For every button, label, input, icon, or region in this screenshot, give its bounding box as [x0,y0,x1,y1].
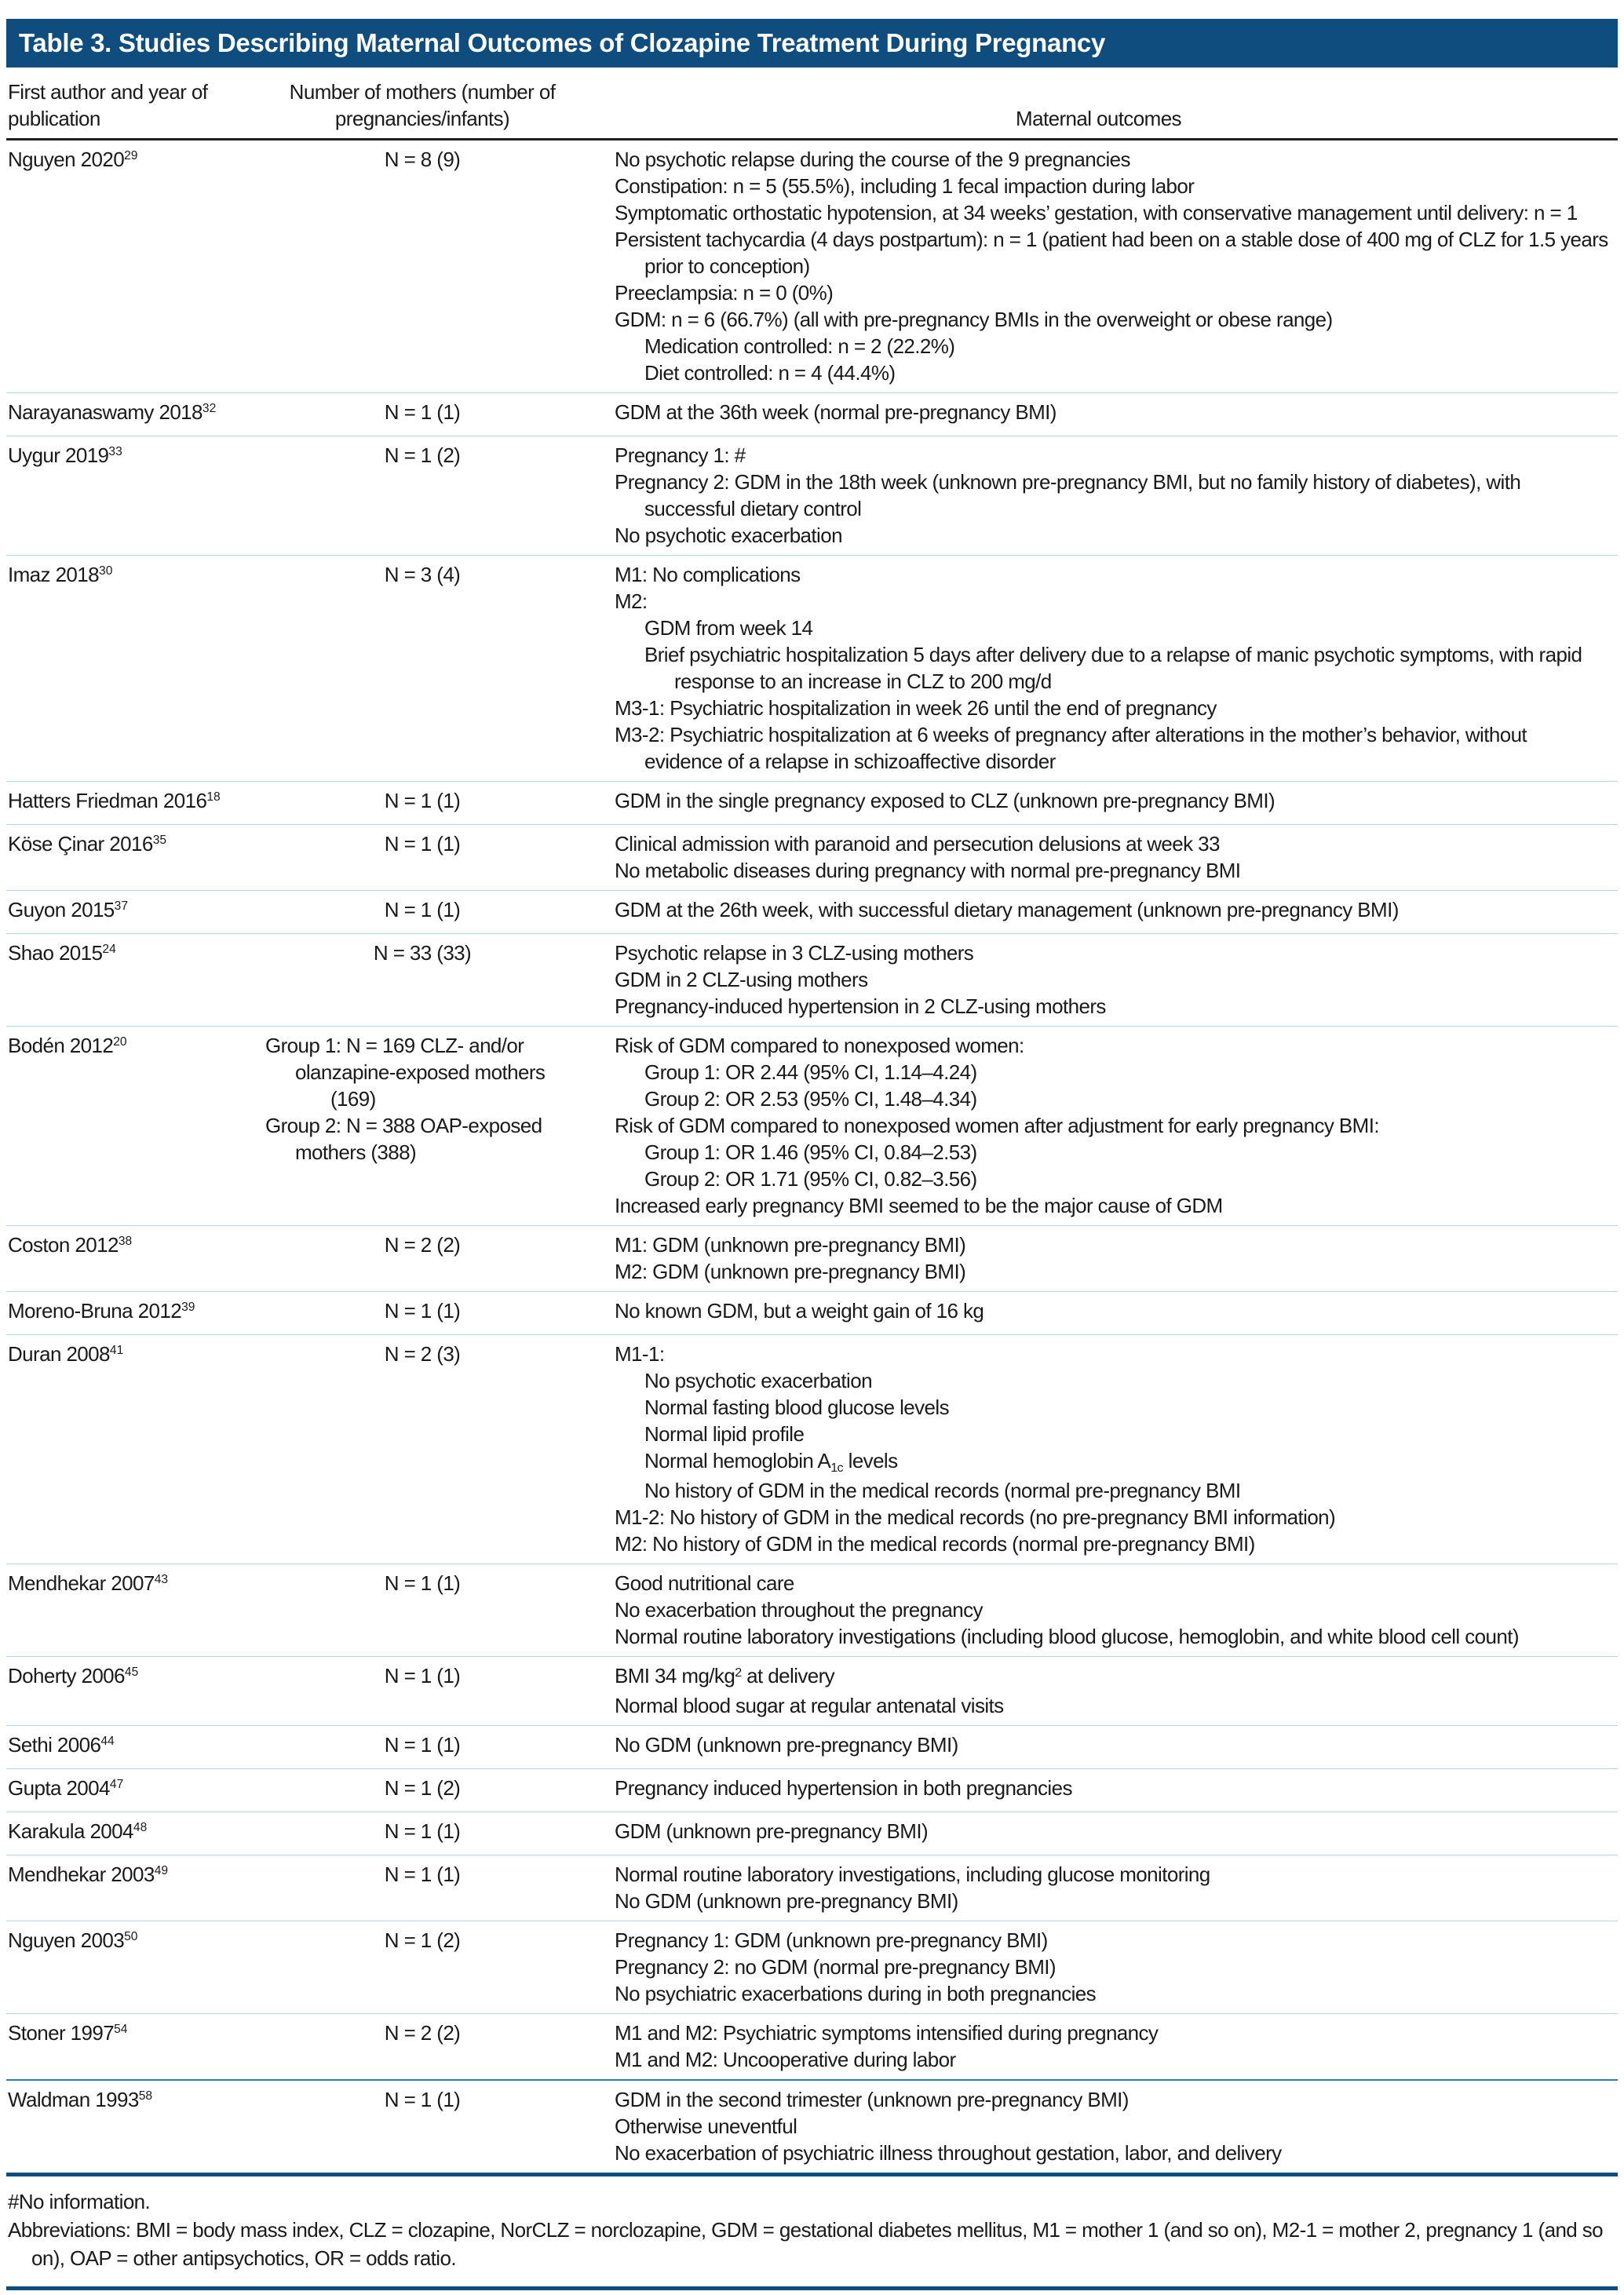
table-row [6,1855,1618,1921]
outcome-line: Group 1: OR 2.44 (95% CI, 1.14–4.24) [644,1060,977,1084]
author-cell [6,1775,265,1805]
mothers-line: N = 1 (2) [384,443,461,467]
outcome-line: Group 2: OR 1.71 (95% CI, 0.82–3.56) [644,1167,977,1191]
outcomes-cell [579,787,1618,818]
table-row [6,781,1618,824]
mothers-line: Group 2: N = 388 OAP-exposed [265,1114,542,1137]
outcome-line: GDM from week 14 [644,616,813,640]
outcomes-cell [579,896,1618,927]
footnotes [6,2173,1618,2290]
outcome-line: No psychiatric exacerbations during in both pregnancies [615,1982,1097,2005]
footnote-abbreviations: Abbreviations: BMI = body mass index, CLZ = clozapine, NorCLZ = norclozapine, GDM = gestational diabetes mellitus, M1 = mother 1 (and so on), M2-1 = mother 2, pregnancy 1 (and so on), OAP = other antipsychotics, OR = odds ratio. [8,2218,1604,2270]
mothers-line: N = 1 (1) [384,898,461,921]
outcomes-cell [579,1818,1618,1848]
outcomes-cell [579,1341,1618,1557]
table-row [6,824,1618,890]
author-name: Moreno-Bruna 2012 [8,1299,182,1323]
reference-number: 48 [133,1821,148,1835]
outcome-line: evidence of a relapse in schizoaffective disorder [644,750,1056,773]
table-row [6,392,1618,436]
reference-number: 18 [206,790,221,805]
outcomes-cell [579,1231,1618,1285]
outcome-line: Pregnancy 2: no GDM (normal pre-pregnancy BMI) [615,1955,1056,1979]
outcome-line: No psychotic exacerbation [615,524,842,547]
outcome-line: GDM in the second trimester (unknown pre-pregnancy BMI) [615,2088,1129,2111]
reference-number: 54 [114,2023,128,2037]
outcome-line: Psychotic relapse in 3 CLZ-using mothers [615,941,974,965]
column-header-outcomes: Maternal outcomes [1016,107,1181,130]
reference-number: 38 [118,1235,133,1249]
outcome-line: M1-2: No history of GDM in the medical records (no pre-pregnancy BMI information) [615,1505,1336,1529]
outcomes-cell [579,2020,1618,2073]
outcome-line: Increased early pregnancy BMI seemed to be the major cause of GDM [615,1194,1223,1217]
reference-number: 20 [113,1035,127,1049]
author-cell [6,1818,265,1848]
outcomes-cell [579,2086,1618,2166]
author-name: Coston 2012 [8,1233,119,1257]
outcomes-cell [579,1662,1618,1719]
table-row [6,1768,1618,1812]
mothers-cell [265,1297,579,1328]
mothers-line: N = 1 (1) [384,832,461,856]
mothers-line: N = 1 (2) [384,1928,461,1952]
author-cell [6,1231,265,1285]
author-name: Narayanaswamy 2018 [8,400,203,424]
mothers-cell [265,442,579,549]
author-cell [6,561,265,775]
outcome-line: Pregnancy 2: GDM in the 18th week (unknown pre-pregnancy BMI, but no family history of diabetes), with [615,470,1521,494]
outcome-line: No psychotic exacerbation [644,1369,872,1392]
outcome-line: Risk of GDM compared to nonexposed women: [615,1034,1024,1057]
table-row [6,890,1618,933]
outcome-line: M1 and M2: Psychiatric symptoms intensified during pregnancy [615,2021,1159,2045]
author-name: Stoner 1997 [8,2021,115,2045]
author-name: Shao 2015 [8,941,103,965]
author-name: Doherty 2006 [8,1664,125,1688]
outcome-line: Diet controlled: n = 4 (44.4%) [644,361,896,385]
table-body [6,140,1618,2173]
table [6,68,1618,2290]
outcomes-cell [579,1731,1618,1762]
author-name: Imaz 2018 [8,563,100,586]
table-row [6,1812,1618,1855]
mothers-cell [265,1775,579,1805]
table-row [6,933,1618,1026]
mothers-cell [265,1032,579,1219]
outcome-line: No GDM (unknown pre-pregnancy BMI) [615,1733,958,1757]
reference-number: 45 [124,1666,139,1680]
author-cell [6,2020,265,2073]
author-cell [6,2086,265,2166]
outcome-line: Normal routine laboratory investigations, including glucose monitoring [615,1863,1210,1886]
mothers-line: N = 3 (4) [384,563,461,586]
reference-number: 39 [181,1301,195,1315]
outcome-line: Preeclampsia: n = 0 (0%) [615,281,834,305]
outcome-line: GDM at the 36th week (normal pre-pregnancy BMI) [615,400,1057,424]
outcome-line: No metabolic diseases during pregnancy with normal pre-pregnancy BMI [615,859,1241,882]
mothers-line: N = 2 (2) [384,1233,461,1257]
author-name: Nguyen 2003 [8,1928,125,1952]
outcome-line: No known GDM, but a weight gain of 16 kg [615,1299,984,1323]
mothers-line: N = 1 (1) [384,1571,461,1595]
mothers-cell [265,1570,579,1650]
outcomes-cell [579,1775,1618,1805]
outcome-line: Good nutritional care [615,1571,794,1595]
outcome-line: GDM in 2 CLZ-using mothers [615,968,868,991]
outcome-line: Group 2: OR 2.53 (95% CI, 1.48–4.34) [644,1087,977,1111]
table-row [6,1656,1618,1725]
outcome-line: No GDM (unknown pre-pregnancy BMI) [615,1889,958,1913]
table-row [6,1563,1618,1656]
mothers-line: Group 1: N = 169 CLZ- and/or [265,1034,524,1057]
outcome-line: M2: No history of GDM in the medical records (normal pre-pregnancy BMI) [615,1532,1255,1556]
mothers-line: N = 1 (1) [384,400,461,424]
table-row [6,1334,1618,1563]
mothers-cell [265,896,579,927]
outcome-line: M3-1: Psychiatric hospitalization in week 26 until the end of pregnancy [615,696,1217,720]
author-cell [6,146,265,386]
outcomes-cell [579,940,1618,1020]
outcome-line: M2: GDM (unknown pre-pregnancy BMI) [615,1260,966,1283]
outcome-line: GDM at the 26th week, with successful dietary management (unknown pre-pregnancy BMI) [615,898,1399,921]
mothers-cell [265,830,579,884]
author-cell [6,830,265,884]
author-cell [6,1731,265,1762]
author-name: Guyon 2015 [8,898,115,921]
mothers-cell [265,399,579,429]
mothers-cell [265,2086,579,2166]
mothers-cell [265,1818,579,1848]
outcome-line: Group 1: OR 1.46 (95% CI, 0.84–2.53) [644,1140,977,1164]
mothers-line: N = 2 (2) [384,2021,461,2045]
outcomes-cell [579,399,1618,429]
reference-number: 33 [108,445,122,459]
reference-number: 32 [202,402,217,416]
outcomes-cell [579,1032,1618,1219]
reference-number: 47 [109,1778,124,1792]
mothers-line: N = 33 (33) [373,941,472,965]
author-name: Gupta 2004 [8,1776,110,1800]
author-name: Köse Çinar 2016 [8,832,153,856]
author-cell [6,1032,265,1219]
mothers-cell [265,940,579,1020]
reference-number: 58 [138,2089,153,2103]
column-header-row [6,68,1618,140]
outcome-line: Normal routine laboratory investigations (including blood glucose, hemoglobin, and white blood cell count) [615,1625,1519,1648]
author-cell [6,399,265,429]
author-cell [6,1341,265,1557]
outcome-line: Persistent tachycardia (4 days postpartum): n = 1 (patient had been on a stable dose of 400 mg of CLZ for 1.5 years [615,228,1608,251]
outcomes-cell [579,561,1618,775]
outcome-line: M3-2: Psychiatric hospitalization at 6 weeks of pregnancy after alterations in the mother’s behavior, without [615,723,1527,746]
outcome-line: Brief psychiatric hospitalization 5 days after delivery due to a relapse of manic psychotic symptoms, with rapid [644,643,1582,666]
outcome-line: Otherwise uneventful [615,2114,797,2138]
reference-number: 37 [114,899,129,914]
outcomes-cell [579,146,1618,386]
table-row [6,1291,1618,1334]
table-row [6,1225,1618,1291]
author-name: Mendhekar 2007 [8,1571,155,1595]
outcome-line: Medication controlled: n = 2 (22.2%) [644,334,955,358]
mothers-line: mothers (388) [295,1140,417,1164]
outcome-line: Risk of GDM compared to nonexposed women after adjustment for early pregnancy BMI: [615,1114,1379,1137]
outcome-line: No history of GDM in the medical records (normal pre-pregnancy BMI [644,1479,1241,1502]
reference-number: 49 [154,1864,169,1878]
table-row [6,1026,1618,1225]
author-cell [6,787,265,818]
outcome-line: Pregnancy 1: GDM (unknown pre-pregnancy BMI) [615,1928,1048,1952]
outcome-line: response to an increase in CLZ to 200 mg/d [674,670,1052,693]
mothers-cell [265,1231,579,1285]
outcomes-cell [579,1297,1618,1328]
outcome-line: M1: GDM (unknown pre-pregnancy BMI) [615,1233,966,1257]
author-cell [6,896,265,927]
reference-number: 30 [99,564,113,578]
reference-number: 44 [100,1735,115,1749]
author-cell [6,1297,265,1328]
author-name: Uygur 2019 [8,443,109,467]
mothers-cell [265,1662,579,1719]
outcome-line: Normal hemoglobin A1c levels [644,1449,898,1475]
mothers-cell [265,1861,579,1914]
author-cell [6,1861,265,1914]
mothers-cell [265,1731,579,1762]
outcome-line: No psychotic relapse during the course of the 9 pregnancies [615,148,1130,171]
outcome-line: Pregnancy induced hypertension in both pregnancies [615,1776,1072,1800]
mothers-cell [265,787,579,818]
outcome-line: Normal lipid profile [644,1422,805,1446]
outcome-line: BMI 34 $mg/kg^2$ at delivery [615,1664,835,1688]
outcome-line: prior to conception) [644,254,810,278]
reference-number: 43 [154,1573,169,1587]
outcome-line: Clinical admission with paranoid and persecution delusions at week 33 [615,832,1220,856]
table-row [6,2013,1618,2079]
author-cell [6,1927,265,2007]
table-row [6,1921,1618,2013]
outcome-line: No exacerbation of psychiatric illness throughout gestation, labor, and delivery [615,2141,1282,2165]
outcome-line: No exacerbation throughout the pregnancy [615,1598,983,1622]
outcome-line: M2: [615,589,648,613]
author-name: Mendhekar 2003 [8,1863,155,1886]
mothers-cell [265,1341,579,1557]
mothers-line: olanzapine-exposed mothers (169) [295,1060,546,1111]
mothers-cell [265,1927,579,2007]
author-name: Bodén 2012 [8,1034,114,1057]
mothers-line: N = 1 (1) [384,1664,461,1688]
outcome-line: GDM: n = 6 (66.7%) (all with pre-pregnancy BMIs in the overweight or obese range) [615,308,1333,331]
author-name: Sethi 2006 [8,1733,101,1757]
author-cell [6,940,265,1020]
mothers-cell [265,2020,579,2073]
outcome-line: GDM in the single pregnancy exposed to CLZ (unknown pre-pregnancy BMI) [615,789,1275,812]
author-name: Hatters Friedman 2016 [8,789,207,812]
outcomes-cell [579,1861,1618,1914]
mothers-line: N = 1 (1) [384,1733,461,1757]
author-name: Duran 2008 [8,1342,110,1366]
table-row [6,436,1618,555]
outcome-line: Constipation: n = 5 (55.5%), including 1 fecal impaction during labor [615,174,1195,198]
outcome-line: Pregnancy 1: # [615,443,746,467]
author-name: Waldman 1993 [8,2088,139,2111]
mothers-line: N = 2 (3) [384,1342,461,1366]
table-row [6,2079,1618,2173]
author-cell [6,1570,265,1650]
mothers-line: N = 1 (1) [384,1863,461,1886]
mothers-cell [265,146,579,386]
outcome-line: Symptomatic orthostatic hypotension, at 34 weeks’ gestation, with conservative management until delivery: n = 1 [615,201,1578,224]
reference-number: 24 [102,943,116,957]
reference-number: 29 [124,149,138,163]
outcome-line: M1: No complications [615,563,801,586]
outcomes-cell [579,442,1618,549]
table-row [6,555,1618,781]
footnote-no-information: #No information. [8,2190,151,2213]
mothers-cell [265,561,579,775]
mothers-line: N = 1 (1) [384,789,461,812]
outcome-line: successful dietary control [644,497,862,520]
author-cell [6,442,265,549]
author-name: Karakula 2004 [8,1819,133,1843]
column-header-author: First author and year of publication [8,80,208,130]
outcomes-cell [579,1570,1618,1650]
mothers-line: N = 1 (1) [384,1299,461,1323]
outcome-line: Normal fasting blood glucose levels [644,1396,949,1419]
table-row [6,140,1618,392]
author-cell [6,1662,265,1719]
author-name: Nguyen 2020 [8,148,125,171]
mothers-line: N = 1 (1) [384,2088,461,2111]
outcomes-cell [579,830,1618,884]
reference-number: 50 [124,1930,138,1944]
outcome-line: Normal blood sugar at regular antenatal visits [615,1694,1004,1717]
outcome-line: M1 and M2: Uncooperative during labor [615,2048,956,2071]
table-title-bar [6,19,1618,68]
column-header-mothers: Number of mothers (number of pregnancies/infants) [289,80,556,130]
outcome-line: GDM (unknown pre-pregnancy BMI) [615,1819,928,1843]
outcome-line: M1-1: [615,1342,665,1366]
mothers-line: N = 1 (2) [384,1776,461,1800]
reference-number: 35 [152,834,167,848]
mothers-line: N = 1 (1) [384,1819,461,1843]
reference-number: 41 [109,1344,124,1358]
table-title: Table 3. Studies Describing Maternal Outcomes of Clozapine Treatment During Pregnancy [19,28,1106,57]
mothers-line: N = 8 (9) [384,148,461,171]
outcomes-cell [579,1927,1618,2007]
table-row [6,1725,1618,1768]
outcome-line: Pregnancy-induced hypertension in 2 CLZ-using mothers [615,994,1106,1018]
